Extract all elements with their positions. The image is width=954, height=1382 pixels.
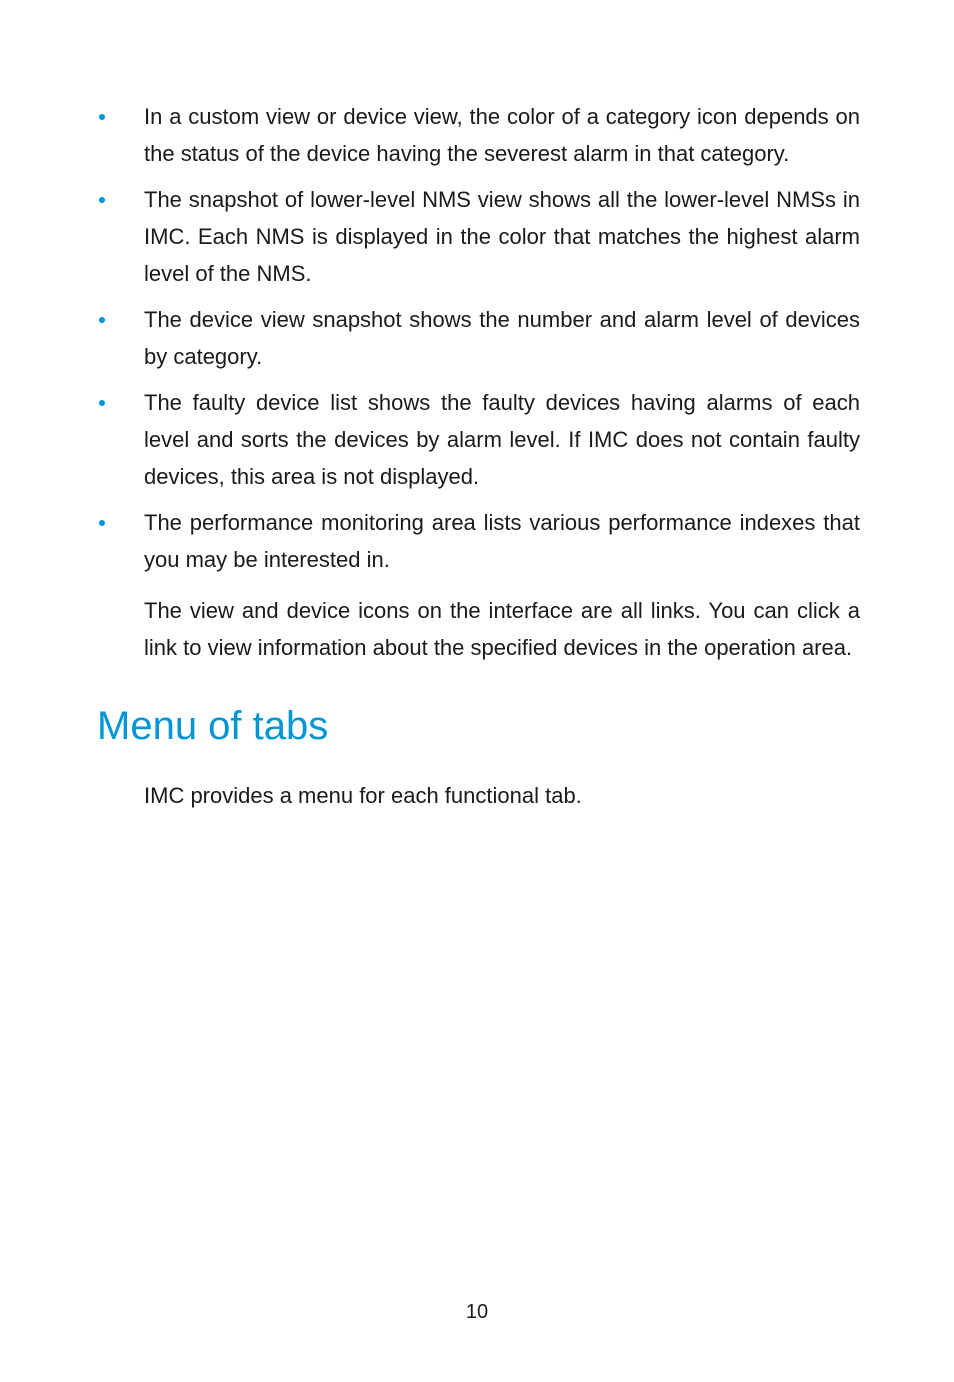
section-heading: Menu of tabs: [97, 704, 329, 748]
list-item: [96, 301, 860, 375]
list-item: [96, 98, 860, 172]
page-number: 10: [465, 1301, 489, 1323]
bullet-icon: [99, 317, 105, 323]
list-item: [96, 504, 860, 578]
list-item-text: The performance monitoring area lists various performance indexes that you may be interested in.: [144, 510, 860, 572]
list-item: [96, 181, 860, 292]
body-paragraph: The view and device icons on the interface are all links. You can click a link to view information about the specified devices in the operation area.: [144, 598, 860, 660]
list-item-text: The snapshot of lower-level NMS view shows all the lower-level NMSs in IMC. Each NMS is displayed in the color that matches the highest alarm level of the NMS.: [144, 187, 860, 286]
list-item: [96, 384, 860, 495]
bullet-icon: [99, 520, 105, 526]
bullet-icon: [99, 197, 105, 203]
section-intro-paragraph: IMC provides a menu for each functional tab.: [144, 783, 582, 808]
list-item-text: In a custom view or device view, the color of a category icon depends on the status of the device having the severest alarm in that category.: [144, 104, 860, 166]
bullet-icon: [99, 400, 105, 406]
list-item-text: The faulty device list shows the faulty devices having alarms of each level and sorts the devices by alarm level. If IMC does not contain faulty devices, this area is not displayed.: [144, 390, 860, 489]
bullet-list: [96, 98, 860, 587]
bullet-icon: [99, 114, 105, 120]
list-item-text: The device view snapshot shows the number and alarm level of devices by category.: [144, 307, 860, 369]
